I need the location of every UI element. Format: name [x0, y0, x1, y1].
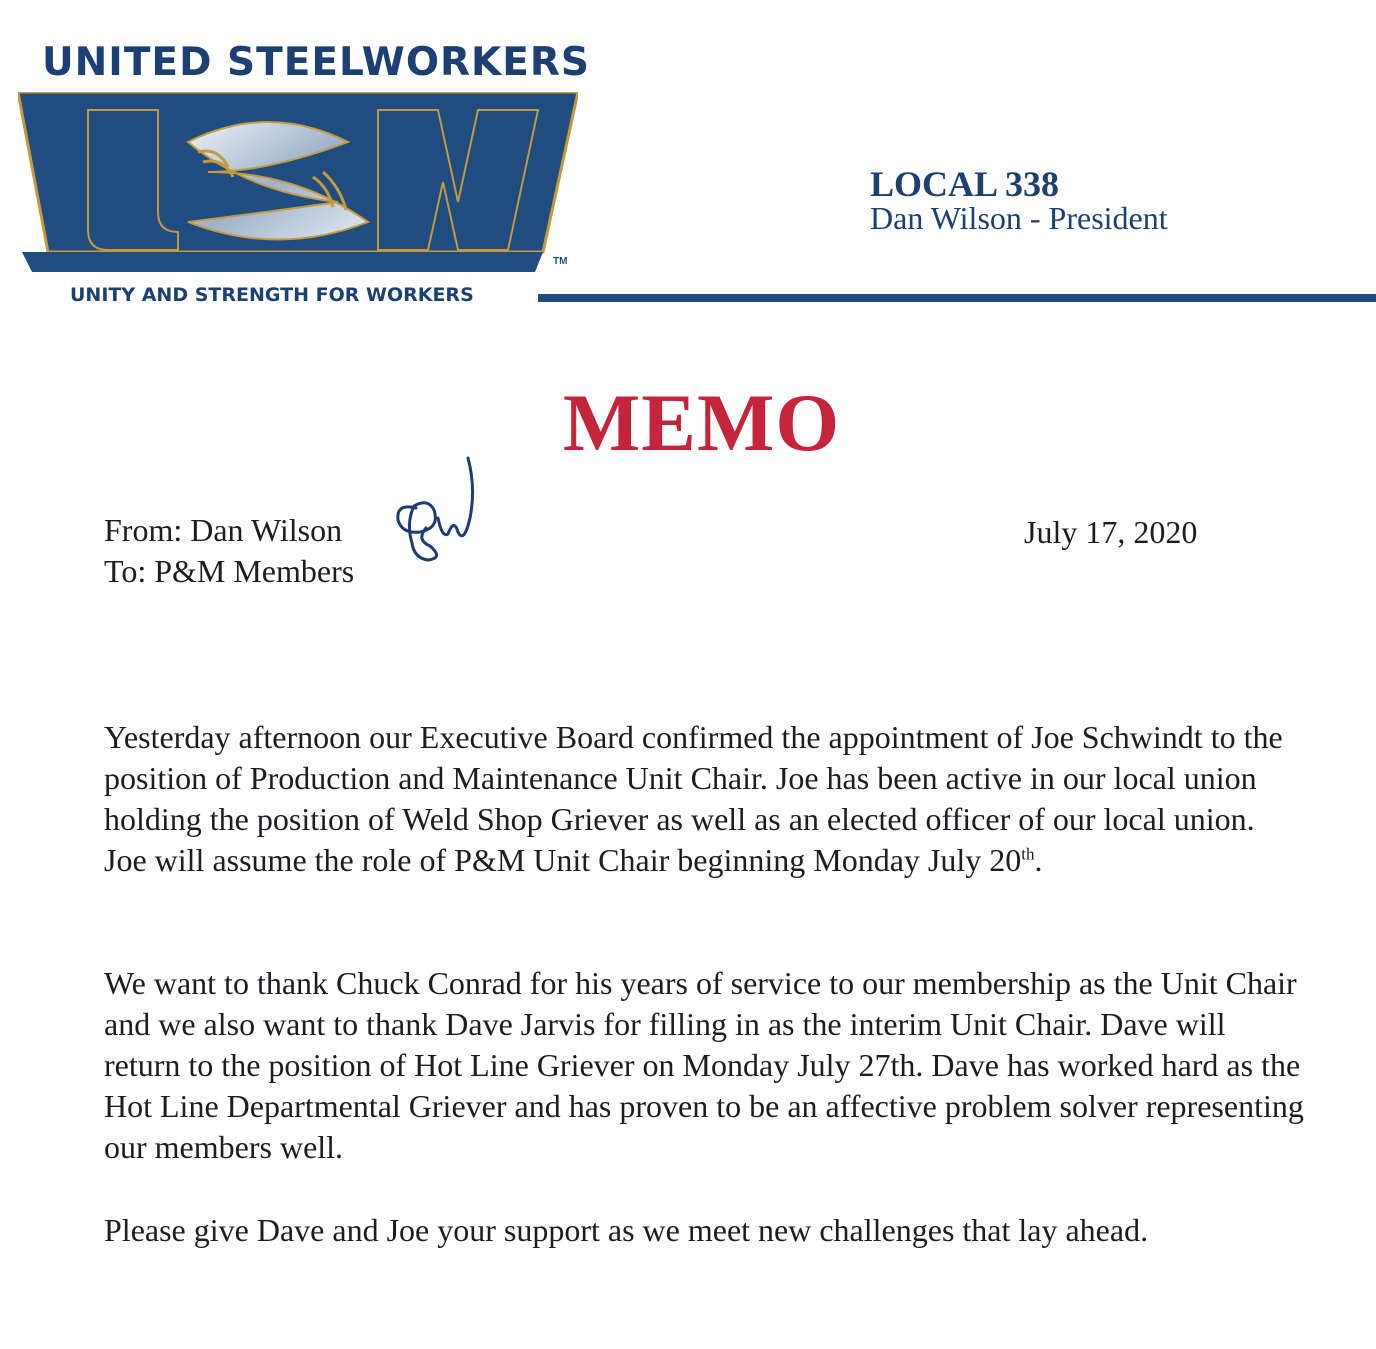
to-line: To: P&M Members — [104, 553, 355, 589]
body-paragraph-2: We want to thank Chuck Conrad for his years of service to our membership as the Unit Chair and we also want to thank Dave Jarvis for filling in as the interim Unit Chair. Dave will return to the position of Hot Line Griever on Monday July 27th. Dave has worked hard as the Hot Line Departmental Griever and has proven to be an affective problem solver representing our members well. — [104, 965, 1304, 1165]
signature-initials — [376, 448, 496, 578]
trademark-mark: TM — [553, 256, 568, 267]
local-president: Dan Wilson - President — [870, 200, 1168, 236]
from-line: From: Dan Wilson — [104, 512, 343, 548]
body-paragraph-1: Yesterday afternoon our Executive Board confirmed the appointment of Joe Schwindt to the position of Production and Maintenance Unit Chair. Joe has been active in our local union holding the position of Weld Shop Griever as well as an elected officer of our local union. Joe will assume the role of P&M Unit Chair beginning Monday July 20th. — [104, 719, 1283, 878]
usw-logo — [18, 92, 578, 282]
header-rule — [538, 294, 1376, 302]
memo-date: July 17, 2020 — [1024, 514, 1198, 550]
memo-title: MEMO — [562, 377, 841, 468]
body-paragraph-3: Please give Dave and Joe your support as we meet new challenges that lay ahead. — [104, 1212, 1149, 1248]
local-title: LOCAL 338 — [870, 164, 1060, 204]
org-name: UNITED STEELWORKERS — [42, 40, 590, 85]
tagline: UNITY AND STRENGTH FOR WORKERS — [70, 284, 474, 306]
